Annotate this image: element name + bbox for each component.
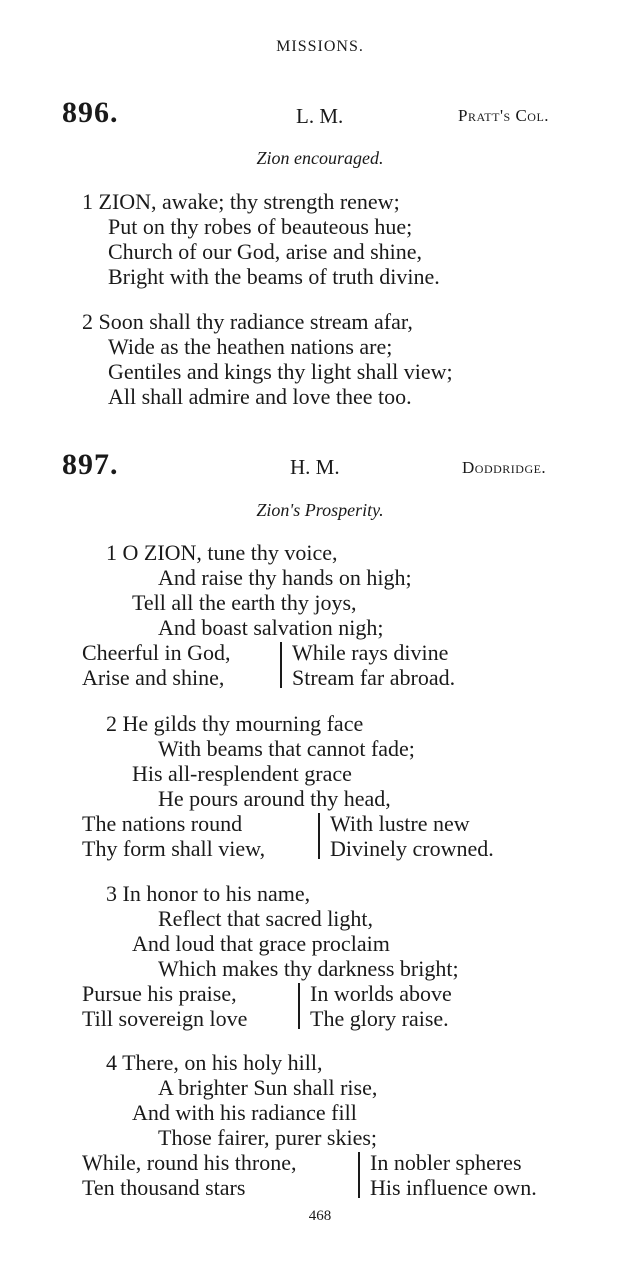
couplet-right-line: The glory raise. — [310, 1006, 449, 1031]
running-header: MISSIONS. — [276, 38, 364, 55]
verse-line: Tell all the earth thy joys, — [132, 590, 357, 615]
verse-line: With beams that cannot fade; — [158, 736, 415, 761]
verse-line: And loud that grace proclaim — [132, 931, 390, 956]
verse-line: 2 He gilds thy mourning face — [106, 711, 364, 736]
hymn-author: Doddridge. — [462, 458, 547, 477]
couplet-right-line: With lustre new — [330, 811, 470, 836]
verse-line: Bright with the beams of truth divine. — [108, 264, 440, 289]
couplet-left-line: While, round his throne, — [82, 1150, 297, 1175]
couplet-right-line: While rays divine — [292, 640, 449, 665]
verse-line: 1 ZION, awake; thy strength renew; — [82, 189, 400, 214]
verse-line: A brighter Sun shall rise, — [158, 1075, 378, 1100]
brace-divider — [358, 1152, 360, 1198]
hymn-meter: L. M. — [296, 104, 344, 128]
couplet-left-line: Thy form shall view, — [82, 836, 266, 861]
verse-line: His all-resplendent grace — [132, 761, 352, 786]
verse-line: Reflect that sacred light, — [158, 906, 374, 931]
couplet-block — [82, 640, 455, 690]
couplet-left-line: Pursue his praise, — [82, 981, 237, 1006]
couplet-right-line: Divinely crowned. — [330, 836, 494, 861]
couplet-left-line: Till sovereign love — [82, 1006, 248, 1031]
verse-line: Put on thy robes of beauteous hue; — [108, 214, 413, 239]
verse-line: 3 In honor to his name, — [106, 881, 311, 906]
verse-line: Those fairer, purer skies; — [158, 1125, 378, 1150]
verse-line: Which makes thy darkness bright; — [158, 956, 459, 981]
couplet-right-line: His influence own. — [370, 1175, 537, 1200]
hymn-number: 897. — [62, 448, 119, 481]
verse-line: Wide as the heathen nations are; — [108, 334, 393, 359]
verse-line: Gentiles and kings thy light shall view; — [108, 359, 453, 384]
verse-line: All shall admire and love thee too. — [108, 384, 412, 409]
couplet-block — [82, 1150, 537, 1200]
verse-line: 1 O ZION, tune thy voice, — [106, 540, 338, 565]
verse-line: 2 Soon shall thy radiance stream afar, — [82, 309, 413, 334]
brace-divider — [280, 642, 282, 688]
couplet-left-line: Arise and shine, — [82, 665, 225, 690]
couplet-block — [82, 811, 494, 861]
verse-line: And boast salvation nigh; — [158, 615, 384, 640]
verse-line: And with his radiance fill — [132, 1100, 357, 1125]
hymn-author: Pratt's Col. — [458, 106, 550, 125]
verse-line: He pours around thy head, — [158, 786, 391, 811]
verse-line: Church of our God, arise and shine, — [108, 239, 423, 264]
couplet-left-line: Ten thousand stars — [82, 1175, 246, 1200]
verse-line: And raise thy hands on high; — [158, 565, 412, 590]
brace-divider — [298, 983, 300, 1029]
couplet-left-line: Cheerful in God, — [82, 640, 231, 665]
hymn-number: 896. — [62, 96, 119, 129]
hymn-meter: H. M. — [290, 455, 340, 479]
hymn-title: Zion encouraged. — [256, 148, 384, 168]
couplet-right-line: Stream far abroad. — [292, 665, 456, 690]
couplet-left-line: The nations round — [82, 811, 243, 836]
couplet-right-line: In worlds above — [310, 981, 452, 1006]
brace-divider — [318, 813, 320, 859]
couplet-right-line: In nobler spheres — [370, 1150, 522, 1175]
hymn-title: Zion's Prosperity. — [256, 500, 384, 520]
couplet-block — [82, 981, 452, 1031]
page-number: 468 — [308, 1208, 332, 1224]
verse-line: 4 There, on his holy hill, — [106, 1050, 323, 1075]
